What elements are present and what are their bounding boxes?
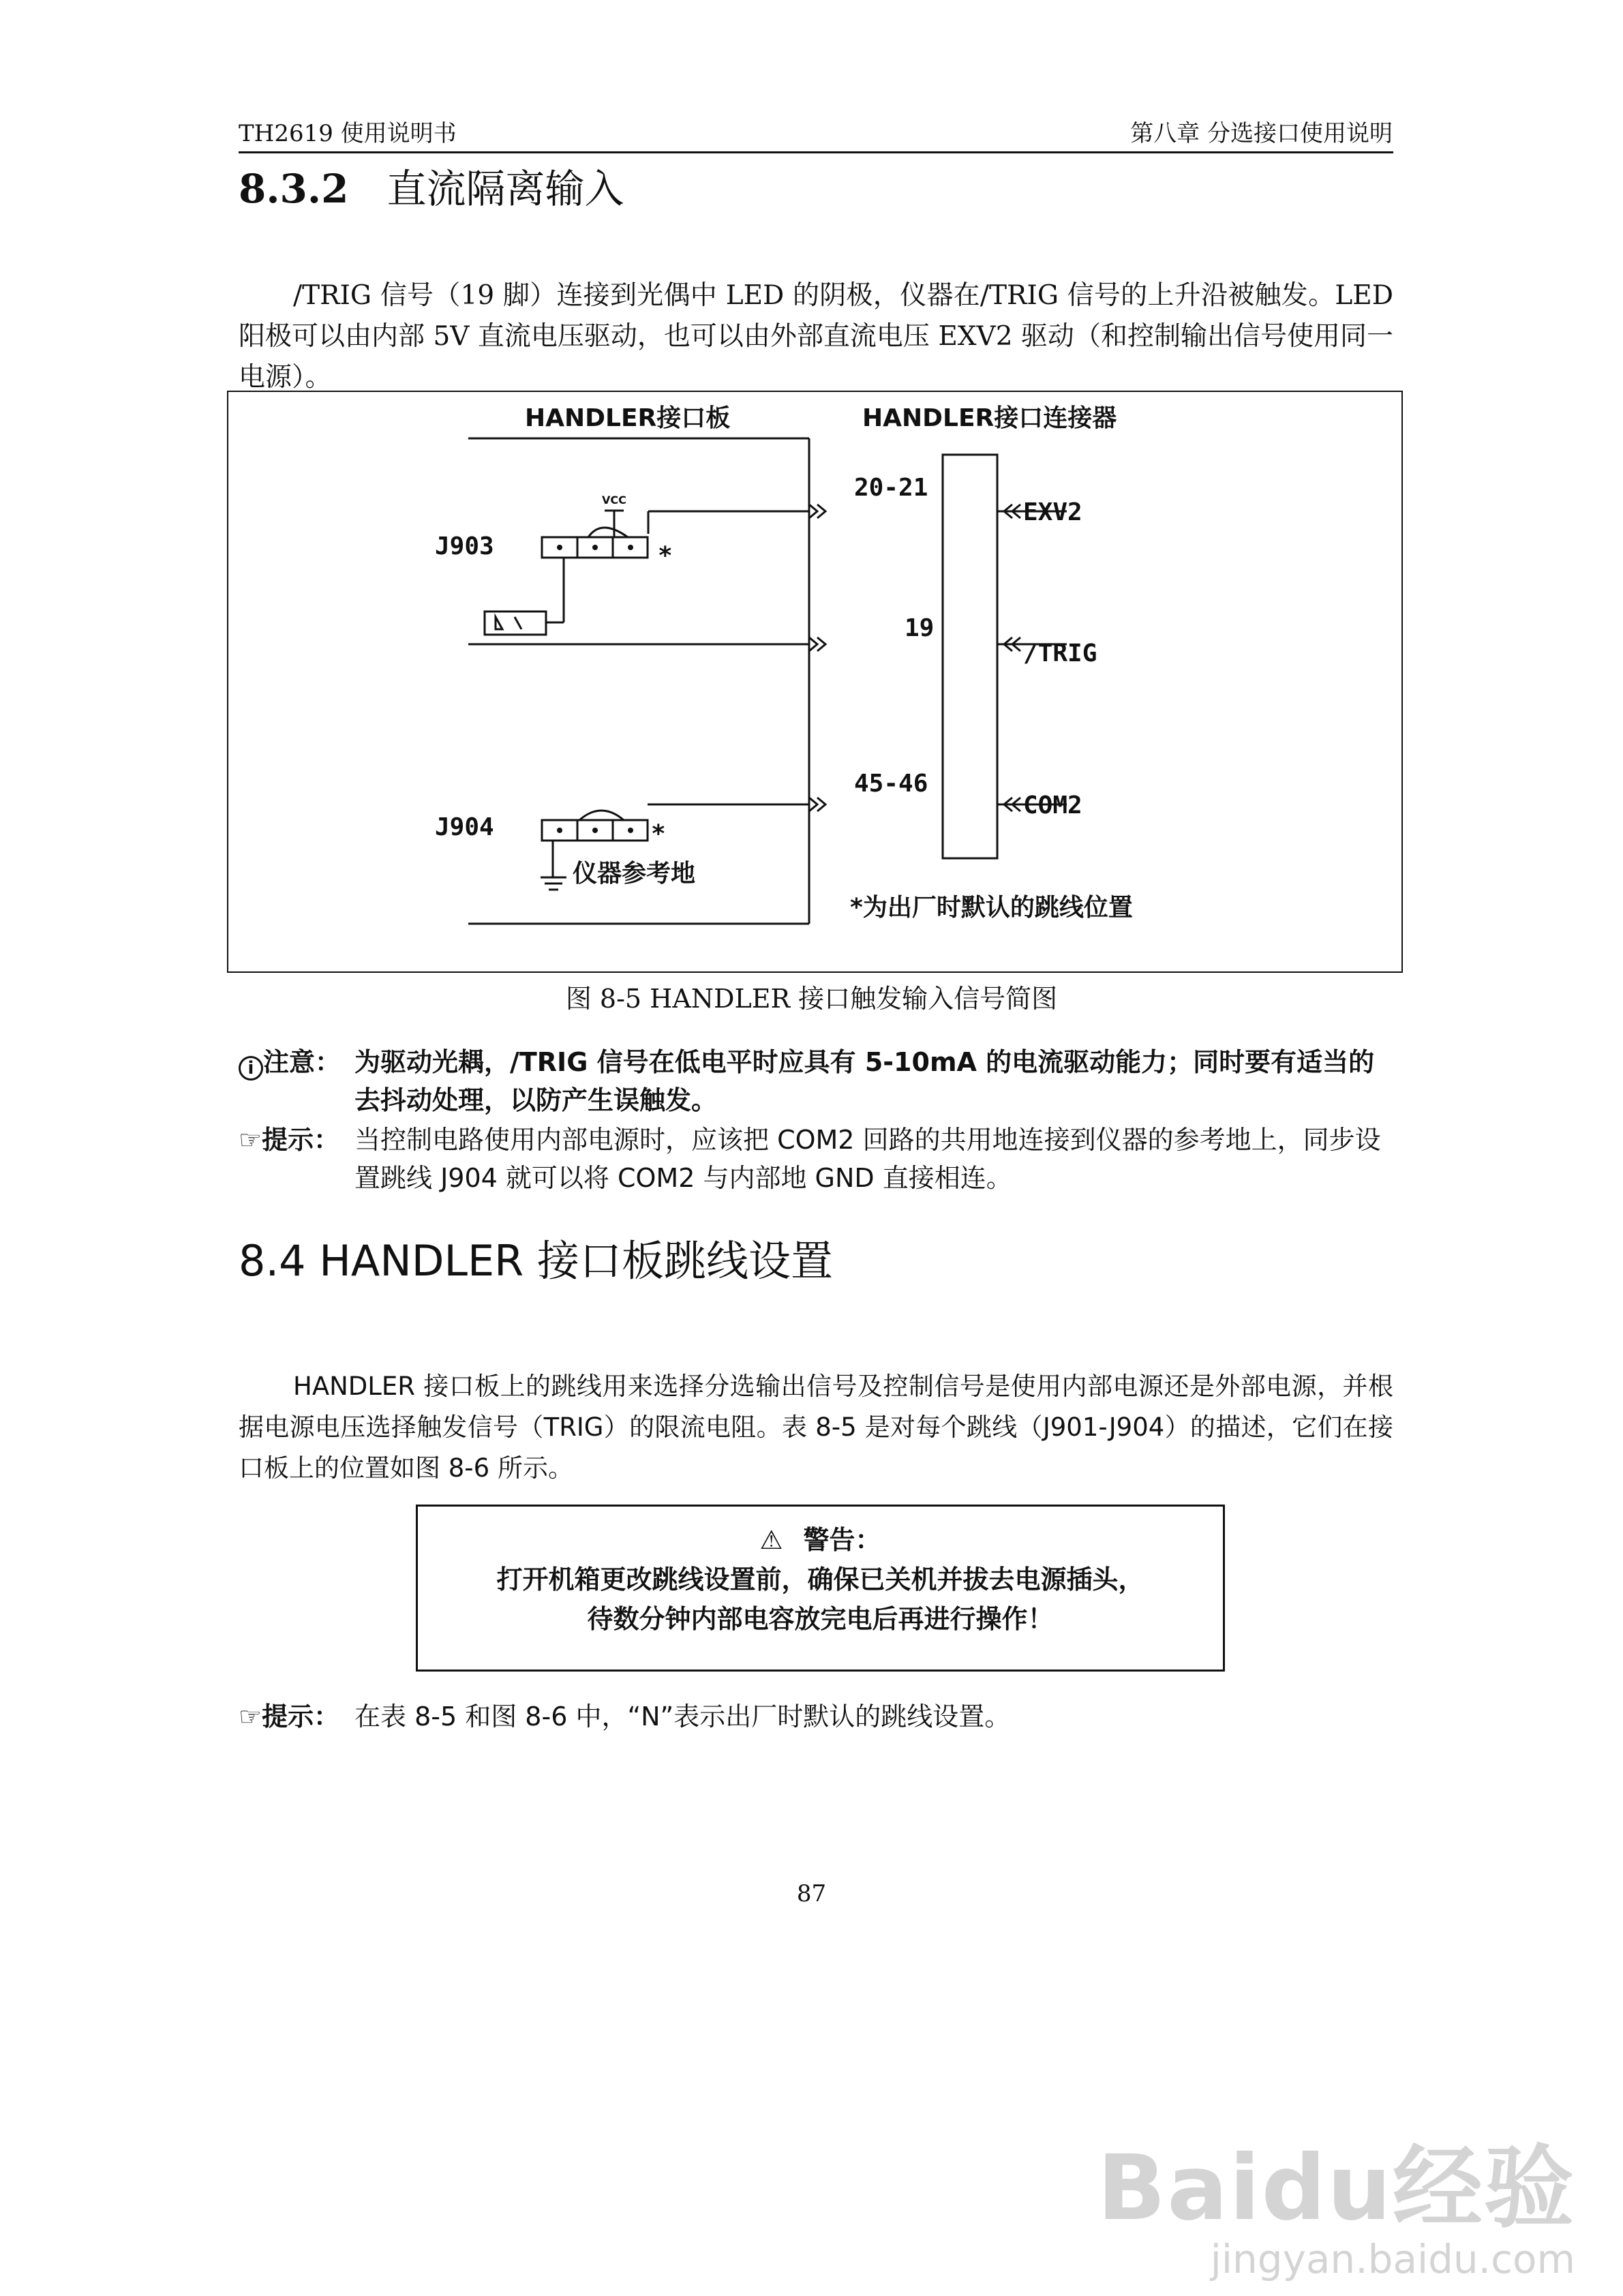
page-number: 87 <box>796 1880 827 1907</box>
jumper-text: HANDLER 接口板上的跳线用来选择分选输出信号及控制信号是使用内部电源还是外部电源，并根据电源电压选择触发信号（TRIG）的限流电阻。表 8-5 是对每个跳线（J901-J904）的描述，它们在接口板上的位置如图 8-6 所示。 <box>239 1372 1393 1483</box>
signal-trig: /TRIG <box>1023 639 1097 667</box>
warning-line-2: 待数分钟内部电容放完电后再进行操作！ <box>587 1604 1054 1634</box>
pin-exv2-label: 20-21 <box>854 474 928 502</box>
intro-paragraph <box>239 275 1393 398</box>
watermark-logo: Baidu经验 <box>1097 2136 1575 2241</box>
signal-com2: COM2 <box>1023 791 1082 819</box>
note-attention <box>239 1043 1397 1119</box>
warning-title-row <box>418 1520 1223 1560</box>
warning-title: 警告： <box>803 1525 881 1555</box>
warning-triangle-icon: ⚠ <box>759 1525 783 1555</box>
section-heading-8-3-2 <box>239 157 624 214</box>
section-heading-8-4: 8.4 HANDLER 接口板跳线设置 <box>239 1236 833 1286</box>
pin-trig-label: 19 <box>905 614 935 642</box>
warning-box <box>416 1505 1225 1672</box>
j904-label: J904 <box>435 813 494 841</box>
info-icon: i <box>239 1056 263 1081</box>
tip-com2 <box>239 1121 1397 1197</box>
tip2-label: ☞提示： <box>239 1702 340 1732</box>
tip-default-setting <box>239 1697 1397 1736</box>
header-right: 第八章 分选接口使用说明 <box>1130 120 1393 147</box>
vcc-label: VCC <box>602 494 626 507</box>
ground-label: 仪器参考地 <box>573 860 696 888</box>
tip-text: 当控制电路使用内部电源时，应该把 COM2 回路的共用地连接到仪器的参考地上，同步设置跳线 J904 就可以将 COM2 与内部地 GND 直接相连。 <box>354 1125 1381 1193</box>
warning-line-1: 打开机箱更改跳线设置前，确保已关机并拔去电源插头， <box>496 1565 1144 1595</box>
figure-8-5 <box>227 391 1403 973</box>
board-title: HANDLER接口板 <box>525 404 731 432</box>
j903-label: J903 <box>435 532 494 560</box>
tip-label: ☞提示： <box>239 1125 340 1155</box>
j903-default-star: * <box>658 542 673 570</box>
intro-text: /TRIG 信号（19 脚）连接到光偶中 LED 的阴极，仪器在/TRIG 信号的上升沿被触发。LED 阳极可以由内部 5V 直流电压驱动，也可以由外部直流电压 EXV2 驱动（和控制输出信号使用同一电源）。 <box>239 280 1393 393</box>
header-left: TH2619 使用说明书 <box>239 120 457 147</box>
section-number: 8.3.2 <box>239 166 349 212</box>
connector-title: HANDLER接口连接器 <box>862 404 1117 432</box>
j904-default-star: * <box>651 820 666 848</box>
pin-com2-label: 45-46 <box>854 770 928 798</box>
tip2-text: 在表 8-5 和图 8-6 中，“N”表示出厂时默认的跳线设置。 <box>354 1702 1011 1732</box>
circuit-diagram <box>228 392 1401 971</box>
note-text: 为驱动光耦，/TRIG 信号在低电平时应具有 5-10mA 的电流驱动能力；同时要有适当的去抖动处理，以防产生误触发。 <box>354 1047 1375 1115</box>
baidu-watermark <box>1097 2136 1575 2282</box>
jumper-paragraph <box>239 1366 1393 1489</box>
note-label: i 注意： <box>239 1043 354 1119</box>
section-title: 直流隔离输入 <box>386 166 624 212</box>
default-jumper-note: *为出厂时默认的跳线位置 <box>850 894 1133 922</box>
watermark-url: jingyan.baidu.com <box>1210 2236 1575 2282</box>
header-rule <box>239 151 1393 153</box>
figure-caption: 图 8-5 HANDLER 接口触发输入信号简图 <box>565 984 1058 1014</box>
signal-exv2: EXV2 <box>1023 498 1082 526</box>
